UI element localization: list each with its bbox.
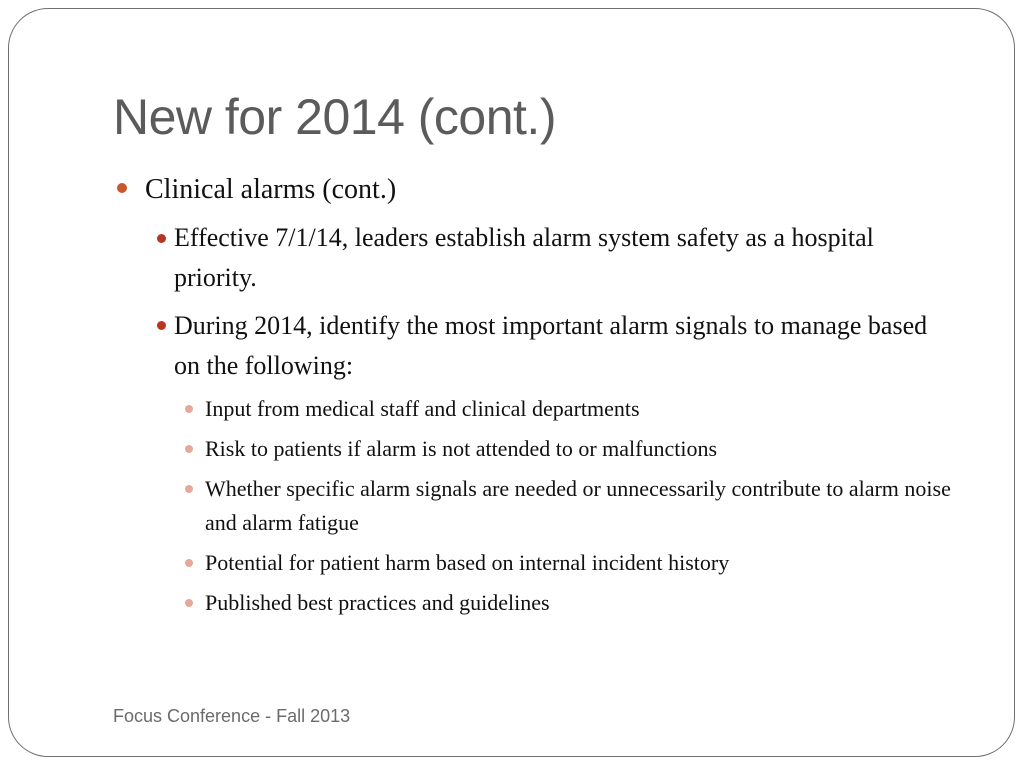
bullet-level3-text: Risk to patients if alarm is not attended to or malfunctions xyxy=(205,436,718,461)
slide-footer: Focus Conference - Fall 2013 xyxy=(113,706,351,726)
bullet-level1-icon xyxy=(117,183,127,193)
slide-title: New for 2014 (cont.) xyxy=(113,89,556,145)
bullet-level3-icon xyxy=(185,445,193,453)
bullet-level3-text: Published best practices and guidelines xyxy=(205,590,550,615)
bullet-level3-icon xyxy=(185,405,193,413)
bullet-level1-text: Clinical alarms (cont.) xyxy=(145,174,397,205)
bullet-level2-icon xyxy=(157,321,166,330)
bullet-level3-text: Whether specific alarm signals are needed or unnecessarily contribute to alarm noise and alarm fatigue xyxy=(205,476,951,535)
bullet-level3-text: Input from medical staff and clinical departments xyxy=(205,396,640,421)
bullet-level2-text: During 2014, identify the most important alarm signals to manage based on the following: xyxy=(174,311,928,380)
bullet-level3-icon xyxy=(185,485,193,493)
bullet-level2-text: Effective 7/1/14, leaders establish alarm system safety as a hospital priority. xyxy=(174,223,874,292)
bullet-level3-icon xyxy=(185,559,193,567)
bullet-level2-icon xyxy=(157,234,166,243)
bullet-level3-icon xyxy=(185,599,193,607)
bullet-level3-text: Potential for patient harm based on internal incident history xyxy=(205,550,730,575)
